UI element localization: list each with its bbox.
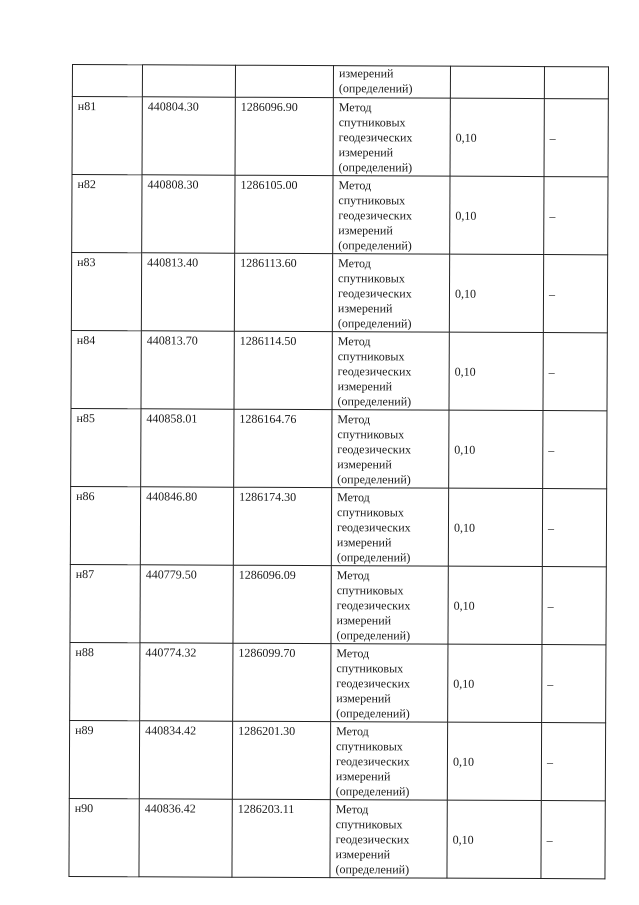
point-cell: н86 <box>70 486 140 564</box>
y-coordinate-cell: 1286164.76 <box>234 409 332 487</box>
point-cell: н82 <box>72 175 142 253</box>
method-cell: Метод спутниковых геодезических измерений (определений) <box>333 98 450 177</box>
y-coordinate-cell: 1286096.90 <box>235 97 333 175</box>
note-cell: – <box>544 177 608 255</box>
point-cell: н88 <box>70 642 140 720</box>
y-coordinate-cell: 1286201.30 <box>232 721 330 799</box>
note-cell: – <box>543 255 607 333</box>
table-row <box>69 720 605 800</box>
method-cell: измерений (определений) <box>333 66 450 99</box>
x-cell <box>142 65 235 97</box>
x-coordinate-cell: 440858.01 <box>141 409 234 487</box>
method-cell: Метод спутниковых геодезических измерений (определений) <box>330 722 447 801</box>
point-cell: н81 <box>72 97 142 175</box>
point-cell: н90 <box>69 798 139 876</box>
y-coordinate-cell: 1286105.00 <box>235 175 333 253</box>
precision-cell: 0,10 <box>448 488 542 566</box>
coordinates-table <box>68 64 609 879</box>
precision-cell: 0,10 <box>447 722 541 800</box>
note-cell: – <box>543 411 607 489</box>
point-cell <box>72 65 142 97</box>
table-row <box>72 175 608 255</box>
precision-cell: 0,10 <box>450 98 544 176</box>
precision-cell: 0,10 <box>447 800 541 878</box>
table-row <box>70 486 606 566</box>
x-coordinate-cell: 440834.42 <box>139 721 232 799</box>
y-coordinate-cell: 1286096.09 <box>233 565 331 643</box>
method-cell: Метод спутниковых геодезических измерений (определений) <box>333 176 450 255</box>
note-cell: – <box>541 801 605 879</box>
method-cell: Метод спутниковых геодезических измерений (определений) <box>330 800 447 879</box>
table-row <box>70 642 606 722</box>
precision-cell <box>450 66 544 98</box>
point-cell: н83 <box>71 253 141 331</box>
note-cell <box>544 67 608 99</box>
note-cell: – <box>542 489 606 567</box>
method-cell: Метод спутниковых геодезических измерений (определений) <box>331 644 448 723</box>
table-row <box>71 330 607 410</box>
note-cell: – <box>541 723 605 801</box>
coordinates-table-body <box>69 65 609 879</box>
point-cell: н84 <box>71 330 141 408</box>
note-cell: – <box>544 99 608 177</box>
precision-cell: 0,10 <box>450 176 544 254</box>
y-coordinate-cell: 1286113.60 <box>234 253 332 331</box>
table-row <box>71 408 607 488</box>
precision-cell: 0,10 <box>449 254 543 332</box>
note-cell: – <box>542 567 606 645</box>
point-cell: н89 <box>69 720 139 798</box>
y-coordinate-cell: 1286203.11 <box>232 799 330 877</box>
x-coordinate-cell: 440808.30 <box>142 175 235 253</box>
method-cell: Метод спутниковых геодезических измерений (определений) <box>331 488 448 567</box>
method-cell: Метод спутниковых геодезических измерений (определений) <box>332 332 449 411</box>
method-cell: Метод спутниковых геодезических измерений (определений) <box>331 566 448 645</box>
point-cell: н85 <box>71 408 141 486</box>
y-coordinate-cell: 1286114.50 <box>234 331 332 409</box>
table-row <box>69 798 605 878</box>
precision-cell: 0,10 <box>449 410 543 488</box>
precision-cell: 0,10 <box>448 566 542 644</box>
x-coordinate-cell: 440836.42 <box>139 799 232 877</box>
x-coordinate-cell: 440846.80 <box>140 487 233 565</box>
continuation-row <box>72 65 608 99</box>
note-cell: – <box>543 333 607 411</box>
x-coordinate-cell: 440813.40 <box>141 253 234 331</box>
note-cell: – <box>542 645 606 723</box>
method-cell: Метод спутниковых геодезических измерений (определений) <box>332 410 449 489</box>
x-coordinate-cell: 440804.30 <box>142 97 235 175</box>
method-cell: Метод спутниковых геодезических измерений (определений) <box>332 254 449 333</box>
precision-cell: 0,10 <box>448 644 542 722</box>
precision-cell: 0,10 <box>449 332 543 410</box>
y-coordinate-cell: 1286099.70 <box>233 643 331 721</box>
x-coordinate-cell: 440774.32 <box>140 643 233 721</box>
point-cell: н87 <box>70 564 140 642</box>
table-row <box>72 97 608 177</box>
x-coordinate-cell: 440779.50 <box>140 565 233 643</box>
y-cell <box>235 65 333 97</box>
table-row <box>71 253 607 333</box>
y-coordinate-cell: 1286174.30 <box>233 487 331 565</box>
x-coordinate-cell: 440813.70 <box>141 331 234 409</box>
table-row <box>70 564 606 644</box>
